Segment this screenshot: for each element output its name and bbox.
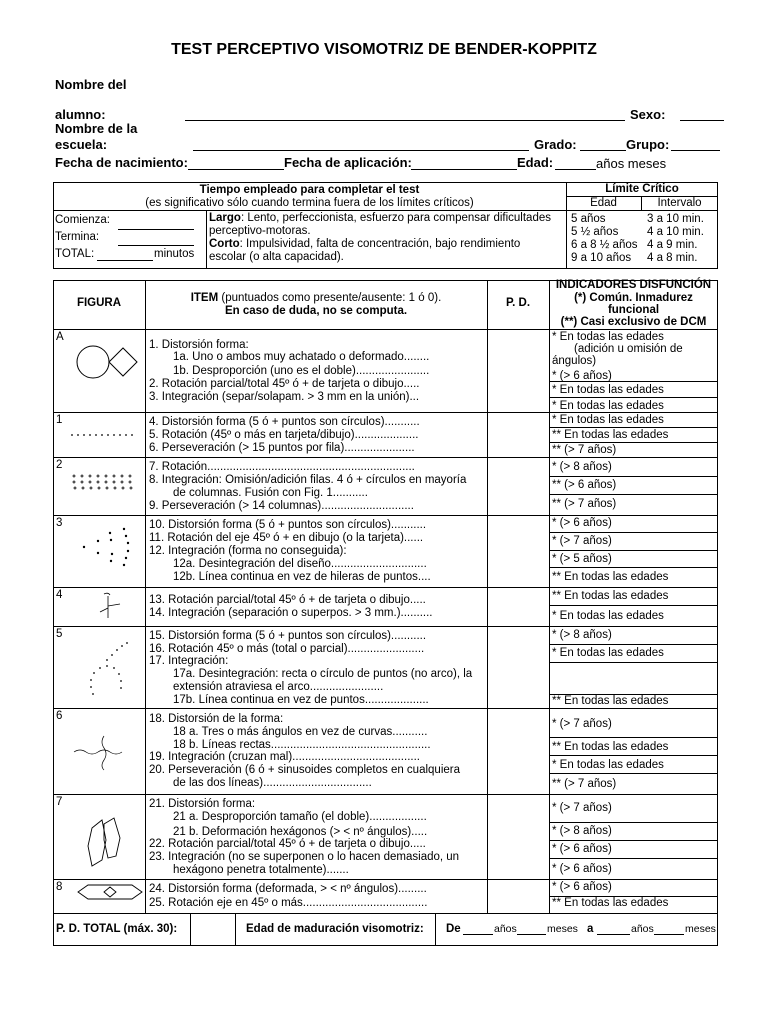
item-text: 6. Perseveración (> 15 puntos por fila)...................... [149, 442, 415, 454]
indicator-text: ** En todas las edades [552, 695, 669, 707]
figura-label: 8 [56, 881, 63, 893]
item-text: extensión atraviesa el arco....................... [173, 681, 384, 693]
indicator-text: * En todas las edades [552, 331, 664, 343]
limite-intervalo: 4 a 9 min. [647, 239, 698, 251]
figura-label: 6 [56, 710, 63, 722]
item-text: 2. Rotación parcial/total 45º ó + de tarjeta o dibujo..... [149, 378, 420, 390]
figure-3-drawing [80, 527, 140, 567]
figure-5-drawing [85, 640, 135, 700]
indicator-text: ** (> 7 años) [552, 444, 617, 456]
indicator-text: * (> 5 años) [552, 553, 612, 565]
anos-label: años [631, 923, 654, 935]
anos-label: años [494, 923, 517, 935]
total-label: TOTAL: [55, 248, 95, 260]
item-text: 11. Rotación del eje 45º ó + en dibujo (o la tarjeta)...... [149, 532, 424, 544]
item-text: de las dos líneas).................................. [173, 777, 372, 789]
de-anos-input[interactable] [463, 934, 493, 935]
edad-maduracion-label: Edad de maduración visomotriz: [246, 923, 424, 935]
figure-2-drawing [70, 472, 140, 492]
pd-total-input[interactable] [191, 914, 234, 945]
termina-input[interactable] [118, 245, 194, 246]
anos-meses-label: años meses [596, 156, 667, 171]
item-text: 12b. Línea continua en vez de hileras de puntos.... [173, 571, 431, 583]
figura-label: 4 [56, 589, 63, 601]
item-text: 21. Distorsión forma: [149, 798, 256, 810]
item-text: 17a. Desintegración: recta o círculo de puntos (no arco), la [173, 668, 473, 680]
nombre-label: Nombre del [55, 77, 127, 92]
limite-edad: 6 a 8 ½ años [571, 239, 638, 251]
indicator-text: ** (> 6 años) [552, 479, 617, 491]
item-text: 5. Rotación (45º o más en tarjeta/dibujo).................... [149, 429, 419, 441]
indicator-text: ** En todas las edades [552, 429, 669, 441]
item-col-header: ITEM (puntuados como presente/ausente: 1 ó 0). [190, 292, 442, 304]
indicadores-col-header: (*) Común. Inmadurez [574, 292, 693, 304]
a-meses-input[interactable] [654, 934, 684, 935]
figura-label: 7 [56, 796, 63, 808]
item-text: 13. Rotación parcial/total 45º ó + de tarjeta o dibujo..... [149, 594, 426, 606]
item-text: 18 a. Tres o más ángulos en vez de curvas........... [173, 726, 428, 738]
item-text: 19. Integración (cruzan mal)........................................ [149, 751, 420, 763]
indicator-text: * En todas las edades [552, 647, 664, 659]
limite-edad: 5 años [571, 213, 606, 225]
indicator-text: * (> 6 años) [552, 370, 612, 382]
indicator-text: * (> 7 años) [552, 802, 612, 814]
item-text: 1a. Uno o ambos muy achatado o deformado........ [173, 351, 430, 363]
indicator-text: * En todas las edades [552, 400, 664, 412]
figura-label: 2 [56, 459, 63, 471]
total-input[interactable] [97, 260, 153, 261]
item-text: de columnas. Fusión con Fig. 1........... [173, 487, 368, 499]
figure-4-drawing [90, 592, 130, 622]
indicator-text: ** En todas las edades [552, 741, 669, 753]
item-text: 9. Perseveración (> 14 columnas)............................. [149, 500, 414, 512]
a-anos-input[interactable] [597, 934, 630, 935]
fecha-aplicacion-label: Fecha de aplicación: [284, 155, 412, 170]
item-text: 4. Distorsión forma (5 ó + puntos son círculos)........... [149, 416, 420, 428]
indicator-text: * (> 8 años) [552, 461, 612, 473]
figura-label: 3 [56, 517, 63, 529]
pd-col-header: P. D. [505, 297, 531, 309]
item-text: 21 b. Deformación hexágonos (> < nº ángulos)..... [173, 826, 428, 838]
comienza-label: Comienza: [55, 214, 110, 226]
figure-6-drawing [72, 732, 132, 772]
de-label: De [446, 923, 461, 935]
indicadores-col-header: (**) Casi exclusivo de DCM [560, 316, 707, 328]
figure-1-drawing [70, 430, 140, 440]
grupo-label: Grupo: [626, 137, 670, 152]
fecha-nacimiento-label: Fecha de nacimiento: [55, 155, 188, 170]
figure-7-drawing [80, 810, 130, 870]
pd-total-label: P. D. TOTAL (máx. 30): [56, 923, 178, 935]
item-text: 15. Distorsión forma (5 ó + puntos son círculos)........... [149, 630, 427, 642]
item-text: 18 b. Líneas rectas.................................................. [173, 739, 431, 751]
item-text: 7. Rotación................................................................. [149, 461, 415, 473]
indicator-text: ** En todas las edades [552, 571, 669, 583]
corto-text-2: escolar (o alta capacidad). [209, 251, 344, 263]
grado-input[interactable] [580, 150, 626, 151]
indicator-text: * (> 6 años) [552, 863, 612, 875]
item-text: 20. Perseveración (6 ó + sinusoides completos en cualquiera [149, 764, 460, 776]
limite-intervalo: 4 a 10 min. [647, 226, 704, 238]
de-meses-input[interactable] [517, 934, 546, 935]
indicadores-col-header: funcional [607, 304, 660, 316]
largo-text-2: perceptivo-motoras. [209, 225, 311, 237]
edad-input[interactable] [555, 169, 596, 170]
tiempo-subheading: (es significativo sólo cuando termina fuera de los límites críticos) [145, 197, 474, 209]
indicator-text: * (> 6 años) [552, 843, 612, 855]
indicator-text: * En todas las edades [552, 610, 664, 622]
limite-edad: 9 a 10 años [571, 252, 632, 264]
indicator-text: * (> 7 años) [552, 535, 612, 547]
a-label: a [587, 923, 594, 935]
indicator-text: ** En todas las edades [552, 897, 669, 909]
item-text: 25. Rotación eje en 45º o más....................................... [149, 897, 428, 909]
item-text: 18. Distorsión de la forma: [149, 713, 284, 725]
figura-label: A [56, 331, 64, 343]
item-text: 12. Integración (forma no conseguida): [149, 545, 347, 557]
figura-label: 5 [56, 628, 63, 640]
indicator-text: ángulos) [552, 355, 597, 367]
indicator-text: * (> 6 años) [552, 881, 612, 893]
indicator-text: * En todas las edades [552, 759, 664, 771]
intervalo-col-header: Intervalo [657, 197, 702, 209]
edad-col-header: Edad [590, 197, 617, 209]
figure-8-drawing [76, 882, 146, 902]
indicator-text: ** En todas las edades [552, 590, 669, 602]
indicator-text: (adición u omisión de [574, 343, 683, 355]
figura-label: 1 [56, 414, 63, 426]
indicator-text: * (> 8 años) [552, 825, 612, 837]
item-text: 17b. Línea continua en vez de puntos.................... [173, 694, 429, 706]
escuela-input[interactable] [193, 150, 529, 151]
item-text: hexágono penetra totalmente)....... [173, 864, 349, 876]
nombre-escuela-label: Nombre de la [55, 121, 138, 136]
item-text: 3. Integración (separ/solapam. > 3 mm en la unión)... [149, 391, 420, 403]
indicator-text: * (> 6 años) [552, 517, 612, 529]
limite-intervalo: 3 a 10 min. [647, 213, 704, 225]
indicator-text: * En todas las edades [552, 414, 664, 426]
minutos-label: minutos [154, 248, 195, 260]
sexo-label: Sexo: [630, 107, 666, 122]
limite-critico-heading: Límite Crítico [605, 183, 679, 195]
corto-text: Corto: Impulsividad, falta de concentración, bajo rendimiento [209, 238, 521, 250]
item-text: 17. Integración: [149, 655, 229, 667]
alumno-label: alumno: [55, 107, 106, 122]
item-text: 22. Rotación parcial/total 45º ó + de tarjeta o dibujo..... [149, 838, 426, 850]
indicator-text: * (> 7 años) [552, 718, 612, 730]
indicator-text: * En todas las edades [552, 384, 664, 396]
figura-col-header: FIGURA [76, 297, 122, 309]
meses-label: meses [685, 923, 716, 935]
grupo-input[interactable] [671, 150, 720, 151]
item-text: 24. Distorsión forma (deformada, > < nº ángulos)......... [149, 883, 427, 895]
figure-a-drawing [75, 340, 145, 380]
item-text: 1b. Desproporción (uno es el doble)....................... [173, 365, 430, 377]
item-text: 14. Integración (separación o superpos. > 3 mm.).......... [149, 607, 433, 619]
item-text: 21 a. Desproporción tamaño (el doble).................. [173, 811, 427, 823]
termina-label: Termina: [55, 231, 100, 243]
limite-edad: 5 ½ años [571, 226, 619, 238]
alumno-input[interactable] [185, 120, 625, 121]
indicadores-col-header: INDICADORES DISFUNCIÓN [555, 279, 712, 291]
largo-text: Largo: Lento, perfeccionista, esfuerzo para compensar dificultades [209, 212, 551, 224]
limite-intervalo: 4 a 8 min. [647, 252, 698, 264]
indicator-text: ** (> 7 años) [552, 498, 617, 510]
comienza-input[interactable] [118, 229, 194, 230]
meses-label: meses [547, 923, 578, 935]
item-col-subheader: En caso de duda, no se computa. [224, 305, 408, 317]
indicator-text: ** (> 7 años) [552, 778, 617, 790]
item-text: 10. Distorsión forma (5 ó + puntos son círculos)........... [149, 519, 427, 531]
item-text: 12a. Desintegración del diseño.............................. [173, 558, 427, 570]
edad-label: Edad: [517, 155, 554, 170]
item-text: 23. Integración (no se superponen o lo hacen demasiado, un [149, 851, 460, 863]
page-title: TEST PERCEPTIVO VISOMOTRIZ DE BENDER-KOPPITZ [171, 41, 597, 58]
fecha-aplicacion-input[interactable] [411, 169, 517, 170]
sexo-input[interactable] [680, 120, 724, 121]
item-text: 1. Distorsión forma: [149, 339, 249, 351]
item-text: 8. Integración: Omisión/adición filas. 4 ó + círculos en mayoría [149, 474, 467, 486]
escuela-label: escuela: [55, 137, 108, 152]
indicator-text: * (> 8 años) [552, 629, 612, 641]
fecha-nacimiento-input[interactable] [188, 169, 284, 170]
item-text: 16. Rotación 45º o más (total o parcial)........................ [149, 643, 425, 655]
tiempo-heading: Tiempo empleado para completar el test [199, 184, 420, 196]
grado-label: Grado: [534, 137, 577, 152]
